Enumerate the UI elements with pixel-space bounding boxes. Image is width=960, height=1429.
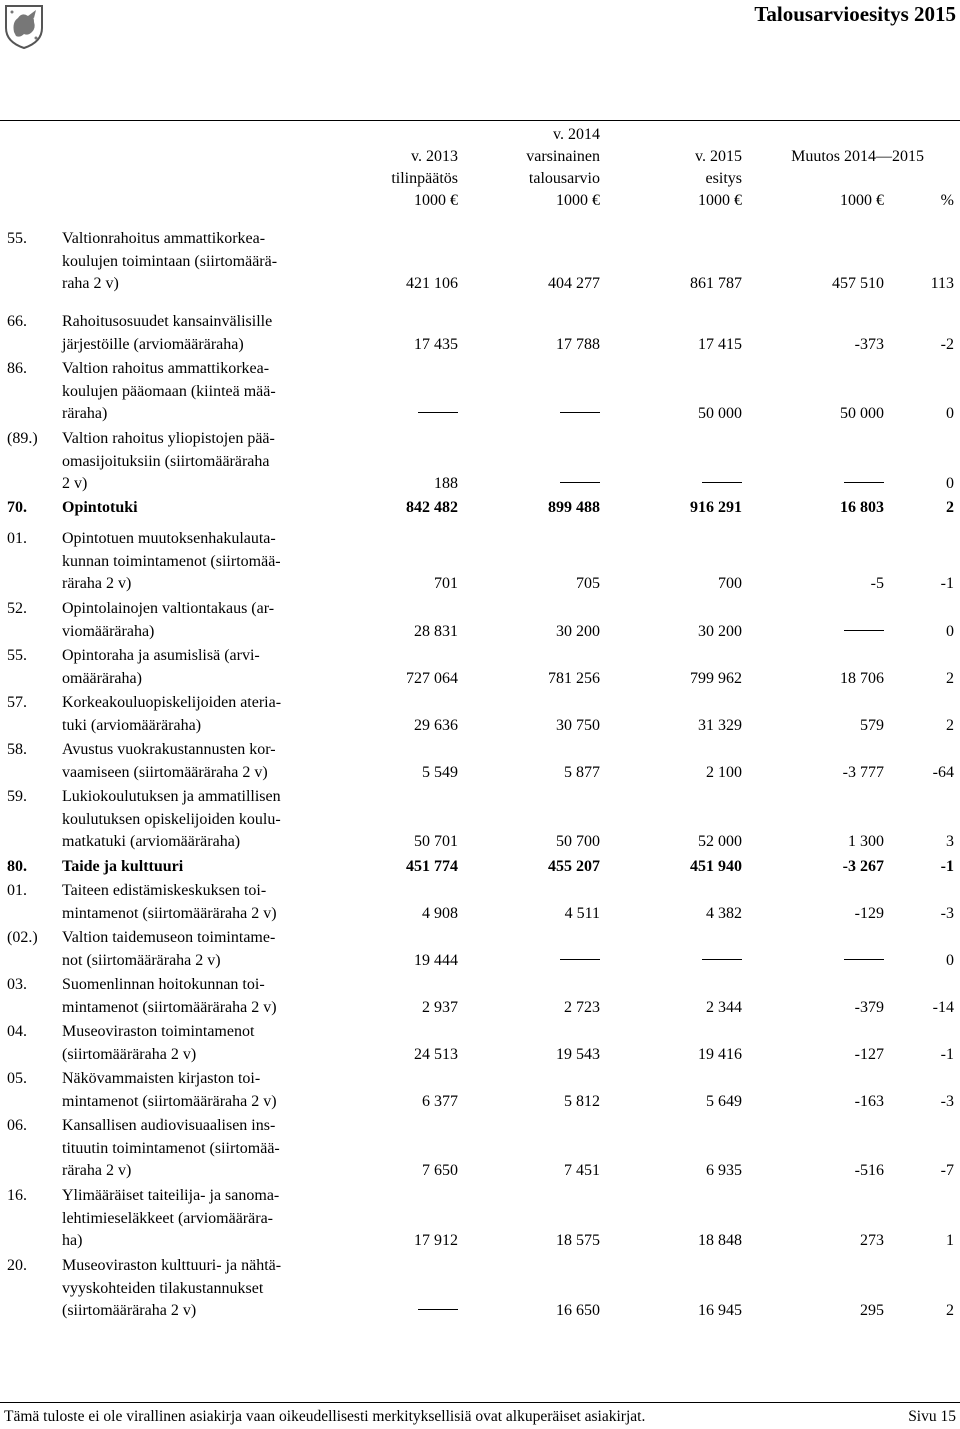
value-cell: -373 xyxy=(854,335,884,353)
lion-crest-icon xyxy=(2,2,46,50)
row-number: 06. xyxy=(7,1117,27,1134)
document-title: Talousarvioesitys 2015 xyxy=(754,2,956,26)
row-label-line: koulujen pääomaan (kiinteä mää- xyxy=(62,382,276,400)
value-cell: 18 575 xyxy=(556,1232,600,1249)
table-row xyxy=(0,358,960,426)
value-cell: 457 510 xyxy=(832,275,884,292)
row-label-line: Museoviraston toimintamenot xyxy=(62,1023,255,1040)
empty-value-dash xyxy=(418,1300,458,1323)
row-label xyxy=(62,1021,324,1066)
table-row xyxy=(0,1255,960,1323)
value-cell: 3 xyxy=(946,833,954,850)
dash-line xyxy=(418,412,458,413)
column-header-change xyxy=(684,146,924,212)
value-cell: -3 777 xyxy=(842,763,884,781)
row-label-line: mintamenot (siirtomääräraha 2 v) xyxy=(62,998,277,1016)
row-label-line: Kansallisen audiovisuaalisen ins- xyxy=(62,1117,276,1134)
column-header-2014-line1: v. 2014 xyxy=(553,126,600,143)
footer-divider xyxy=(0,1402,960,1403)
value-cell: 861 787 xyxy=(690,275,742,292)
value-cell: 2 xyxy=(946,716,954,734)
row-label-line: Valtion taidemuseon toimintame- xyxy=(62,929,276,946)
value-cell: 0 xyxy=(946,475,954,492)
value-cell: 4 908 xyxy=(422,904,458,922)
value-cell: -64 xyxy=(932,763,954,781)
value-cell: 295 xyxy=(860,1302,884,1319)
row-label xyxy=(62,1115,324,1183)
row-number: (02.) xyxy=(7,929,38,946)
value-cell: 16 803 xyxy=(840,499,884,516)
value-cell: 2 100 xyxy=(706,763,742,781)
column-header-percent: % xyxy=(940,192,954,209)
value-cell: 705 xyxy=(576,575,600,592)
value-cell: 6 935 xyxy=(706,1162,742,1179)
row-label-line: Taide ja kulttuuri xyxy=(62,858,184,875)
empty-value-dash xyxy=(560,950,600,973)
row-label xyxy=(62,311,324,356)
empty-value-dash xyxy=(702,473,742,496)
value-cell: -129 xyxy=(854,904,884,922)
value-cell: 24 513 xyxy=(414,1045,458,1063)
row-label-line: Opintotuki xyxy=(62,499,138,516)
row-number: 01. xyxy=(7,530,27,547)
value-cell: 2 xyxy=(946,499,954,516)
value-cell: 916 291 xyxy=(690,499,742,516)
value-cell: 0 xyxy=(946,951,954,969)
value-cell: 451 940 xyxy=(690,858,742,875)
row-label-line: mintamenot (siirtomääräraha 2 v) xyxy=(62,904,277,922)
column-header-2014 xyxy=(470,124,600,212)
value-cell: 30 200 xyxy=(556,622,600,640)
table-row xyxy=(0,228,960,296)
value-cell: 50 700 xyxy=(556,833,600,850)
disclaimer-note: Tämä tuloste ei ole virallinen asiakirja vaan oikeudellisesti merkityksellisiä ovat alkuperäiset asiakirjat. xyxy=(4,1408,646,1425)
table-row xyxy=(0,1068,960,1113)
row-label-line: 2 v) xyxy=(62,475,88,492)
row-number: 52. xyxy=(7,600,27,617)
value-cell: 701 xyxy=(434,575,458,592)
value-cell: 899 488 xyxy=(548,499,600,516)
value-cell: 451 774 xyxy=(406,858,458,875)
row-label xyxy=(62,692,324,737)
empty-value-dash xyxy=(844,621,884,644)
value-cell: -1 xyxy=(940,1045,954,1063)
value-cell: 700 xyxy=(718,575,742,592)
row-label-line: koulujen toimintaan (siirtomäärä- xyxy=(62,252,278,270)
table-row xyxy=(0,645,960,690)
value-cell: -163 xyxy=(854,1092,884,1110)
value-cell: 2 xyxy=(946,1302,954,1319)
value-cell: 6 377 xyxy=(422,1092,458,1110)
table-row xyxy=(0,1115,960,1183)
empty-value-dash xyxy=(702,950,742,973)
row-number: 66. xyxy=(7,313,27,330)
row-number: 16. xyxy=(7,1187,27,1204)
row-label-line: (siirtomääräraha 2 v) xyxy=(62,1045,197,1063)
row-number: 55. xyxy=(7,230,27,247)
value-cell: 16 945 xyxy=(698,1302,742,1319)
row-label xyxy=(62,1185,324,1253)
row-label xyxy=(62,645,324,690)
row-number: 58. xyxy=(7,741,27,758)
dash-line xyxy=(844,959,884,960)
header-divider xyxy=(0,120,960,121)
value-cell: 17 415 xyxy=(698,335,742,353)
row-label xyxy=(62,880,324,925)
value-cell: 5 877 xyxy=(564,763,600,781)
value-cell: 0 xyxy=(946,622,954,640)
table-row xyxy=(0,692,960,737)
value-cell: 18 848 xyxy=(698,1232,742,1249)
row-label-line: Suomenlinnan hoitokunnan toi- xyxy=(62,976,265,993)
value-cell: -516 xyxy=(854,1162,884,1179)
value-cell: 404 277 xyxy=(548,275,600,292)
value-cell: 5 649 xyxy=(706,1092,742,1110)
row-label-line: räraha) xyxy=(62,405,108,422)
row-label xyxy=(62,358,324,426)
table-row xyxy=(0,497,960,520)
row-label xyxy=(62,974,324,1019)
value-cell: 28 831 xyxy=(414,622,458,640)
row-label-line: räraha 2 v) xyxy=(62,575,132,592)
value-cell: 421 106 xyxy=(406,275,458,292)
table-row xyxy=(0,1185,960,1253)
column-header-2015-line1: v. 2015 xyxy=(695,148,742,165)
value-cell: 455 207 xyxy=(548,858,600,875)
value-cell: -3 xyxy=(940,1092,954,1110)
row-label-line: Näkövammaisten kirjaston toi- xyxy=(62,1070,261,1087)
row-label-line: Rahoitusosuudet kansainvälisille xyxy=(62,313,273,330)
table-row xyxy=(0,739,960,784)
row-label-line: Museoviraston kulttuuri- ja nähtä- xyxy=(62,1257,282,1274)
table-row xyxy=(0,1021,960,1066)
row-label-line: vaamiseen (siirtomääräraha 2 v) xyxy=(62,763,268,781)
column-header-change-line1: Muutos 2014—2015 xyxy=(791,148,924,165)
row-number: 20. xyxy=(7,1257,27,1274)
value-cell: -1 xyxy=(940,858,954,875)
row-number: 04. xyxy=(7,1023,27,1040)
empty-value-dash xyxy=(560,473,600,496)
value-cell: 29 636 xyxy=(414,716,458,734)
value-cell: 17 912 xyxy=(414,1232,458,1249)
column-header-2015-line2: esitys xyxy=(705,170,742,187)
value-cell: 50 000 xyxy=(698,405,742,422)
empty-value-dash xyxy=(844,950,884,973)
row-number: 70. xyxy=(7,499,27,516)
value-cell: 4 511 xyxy=(564,904,600,922)
row-number: 80. xyxy=(7,858,27,875)
row-label xyxy=(62,786,324,854)
value-cell: -7 xyxy=(940,1162,954,1179)
value-cell: 2 344 xyxy=(706,998,742,1016)
column-header-2014-line3: talousarvio xyxy=(528,170,600,187)
value-cell: 5 549 xyxy=(422,763,458,781)
table-row xyxy=(0,786,960,854)
row-label-line: tituutin toimintamenot (siirtomää- xyxy=(62,1139,280,1157)
row-label xyxy=(62,1068,324,1113)
column-header-2014-line2: varsinainen xyxy=(526,148,600,165)
value-cell: -127 xyxy=(854,1045,884,1063)
value-cell: -1 xyxy=(940,575,954,592)
row-label-line: omasijoituksiin (siirtomääräraha xyxy=(62,452,270,470)
column-header-2013-line2: tilinpäätös xyxy=(391,170,458,187)
row-label-line: matkatuki (arviomääräraha) xyxy=(62,833,241,850)
table-row xyxy=(0,974,960,1019)
value-cell: 0 xyxy=(946,405,954,422)
row-label xyxy=(62,856,324,879)
dash-line xyxy=(560,959,600,960)
table-row xyxy=(0,598,960,643)
column-header-change-unit: 1000 € xyxy=(840,192,884,209)
row-label-line: Taiteen edistämiskeskuksen toi- xyxy=(62,882,267,899)
value-cell: -14 xyxy=(932,998,954,1016)
value-cell: 188 xyxy=(434,475,458,492)
row-number: 05. xyxy=(7,1070,27,1087)
value-cell: -3 267 xyxy=(842,858,884,875)
dash-line xyxy=(844,630,884,631)
value-cell: 19 444 xyxy=(414,951,458,969)
value-cell: 16 650 xyxy=(556,1302,600,1319)
row-label-line: Avustus vuokrakustannusten kor- xyxy=(62,741,276,758)
value-cell: 273 xyxy=(860,1232,884,1249)
value-cell: 7 650 xyxy=(422,1162,458,1179)
row-number: 86. xyxy=(7,360,27,377)
row-label-line: kunnan toimintamenot (siirtomää- xyxy=(62,552,281,570)
row-label-line: koulutuksen opiskelijoiden koulu- xyxy=(62,810,281,828)
row-label-line: vyyskohteiden tilakustannukset xyxy=(62,1279,264,1297)
value-cell: 19 416 xyxy=(698,1045,742,1063)
row-label-line: Valtion rahoitus yliopistojen pää- xyxy=(62,430,275,447)
row-label xyxy=(62,1255,324,1323)
row-label xyxy=(62,528,324,596)
value-cell: 727 064 xyxy=(406,669,458,687)
dash-line xyxy=(560,482,600,483)
value-cell: 52 000 xyxy=(698,833,742,850)
row-label xyxy=(62,598,324,643)
value-cell: 579 xyxy=(860,716,884,734)
row-label-line: räraha 2 v) xyxy=(62,1162,132,1179)
value-cell: 2 xyxy=(946,669,954,687)
row-number: 59. xyxy=(7,788,27,805)
dash-line xyxy=(702,482,742,483)
table-row xyxy=(0,856,960,879)
row-label xyxy=(62,739,324,784)
value-cell: 7 451 xyxy=(564,1162,600,1179)
value-cell: 31 329 xyxy=(698,716,742,734)
row-label xyxy=(62,497,324,520)
row-label-line: Opintolainojen valtiontakaus (ar- xyxy=(62,600,275,617)
table-row xyxy=(0,311,960,356)
row-label-line: Korkeakouluopiskelijoiden ateria- xyxy=(62,694,282,711)
value-cell: 2 937 xyxy=(422,998,458,1016)
value-cell: -3 xyxy=(940,904,954,922)
row-label-line: Opintoraha ja asumislisä (arvi- xyxy=(62,647,260,664)
row-label-line: Lukiokoulutuksen ja ammatillisen xyxy=(62,788,281,805)
row-label-line: Valtionrahoitus ammattikorkea- xyxy=(62,230,266,247)
row-label-line: lehtimieseläkkeet (arviomäärära- xyxy=(62,1209,273,1227)
row-label-line: not (siirtomääräraha 2 v) xyxy=(62,951,221,969)
row-label-line: (siirtomääräraha 2 v) xyxy=(62,1302,197,1319)
value-cell: 5 812 xyxy=(564,1092,600,1110)
value-cell: 50 701 xyxy=(414,833,458,850)
value-cell: -5 xyxy=(870,575,884,592)
value-cell: 113 xyxy=(930,275,954,292)
dash-line xyxy=(702,959,742,960)
value-cell: -379 xyxy=(854,998,884,1016)
empty-value-dash xyxy=(844,473,884,496)
row-label-line: raha 2 v) xyxy=(62,275,119,292)
value-cell: 50 000 xyxy=(840,405,884,422)
column-header-2015-unit: 1000 € xyxy=(698,192,742,209)
row-label-line: tuki (arviomääräraha) xyxy=(62,716,202,734)
value-cell: 19 543 xyxy=(556,1045,600,1063)
value-cell: 4 382 xyxy=(706,904,742,922)
row-number: 55. xyxy=(7,647,27,664)
value-cell: 2 723 xyxy=(564,998,600,1016)
value-cell: 17 435 xyxy=(414,335,458,353)
column-header-2013-line1: v. 2013 xyxy=(411,148,458,165)
row-label-line: Valtion rahoitus ammattikorkea- xyxy=(62,360,270,377)
value-cell: 30 750 xyxy=(556,716,600,734)
page-number: Sivu 15 xyxy=(908,1408,956,1425)
row-label-line: Opintotuen muutoksenhakulauta- xyxy=(62,530,276,547)
empty-value-dash xyxy=(560,403,600,426)
table-row xyxy=(0,428,960,496)
column-header-2013-unit: 1000 € xyxy=(414,192,458,209)
row-label-line: järjestöille (arviomääräraha) xyxy=(62,335,244,353)
row-label xyxy=(62,228,324,296)
row-label xyxy=(62,927,324,972)
row-number: (89.) xyxy=(7,430,38,447)
value-cell: 30 200 xyxy=(698,622,742,640)
value-cell: 781 256 xyxy=(548,669,600,687)
value-cell: 1 xyxy=(946,1232,954,1249)
value-cell: 18 706 xyxy=(840,669,884,687)
row-label xyxy=(62,428,324,496)
dash-line xyxy=(560,412,600,413)
row-number: 01. xyxy=(7,882,27,899)
table-row xyxy=(0,927,960,972)
dash-line xyxy=(844,482,884,483)
table-row xyxy=(0,528,960,596)
row-number: 03. xyxy=(7,976,27,993)
value-cell: 17 788 xyxy=(556,335,600,353)
value-cell: 842 482 xyxy=(406,499,458,516)
row-label-line: Ylimääräiset taiteilija- ja sanoma- xyxy=(62,1187,280,1204)
row-label-line: ha) xyxy=(62,1232,83,1249)
column-header-2014-unit: 1000 € xyxy=(556,192,600,209)
row-label-line: omääräraha) xyxy=(62,669,142,687)
column-header-2013 xyxy=(328,146,458,212)
row-number: 57. xyxy=(7,694,27,711)
value-cell: 1 300 xyxy=(848,833,884,850)
table-row xyxy=(0,880,960,925)
row-label-line: mintamenot (siirtomääräraha 2 v) xyxy=(62,1092,277,1110)
value-cell: -2 xyxy=(940,335,954,353)
empty-value-dash xyxy=(418,403,458,426)
row-label-line: viomääräraha) xyxy=(62,622,155,640)
value-cell: 799 962 xyxy=(690,669,742,687)
dash-line xyxy=(418,1309,458,1310)
